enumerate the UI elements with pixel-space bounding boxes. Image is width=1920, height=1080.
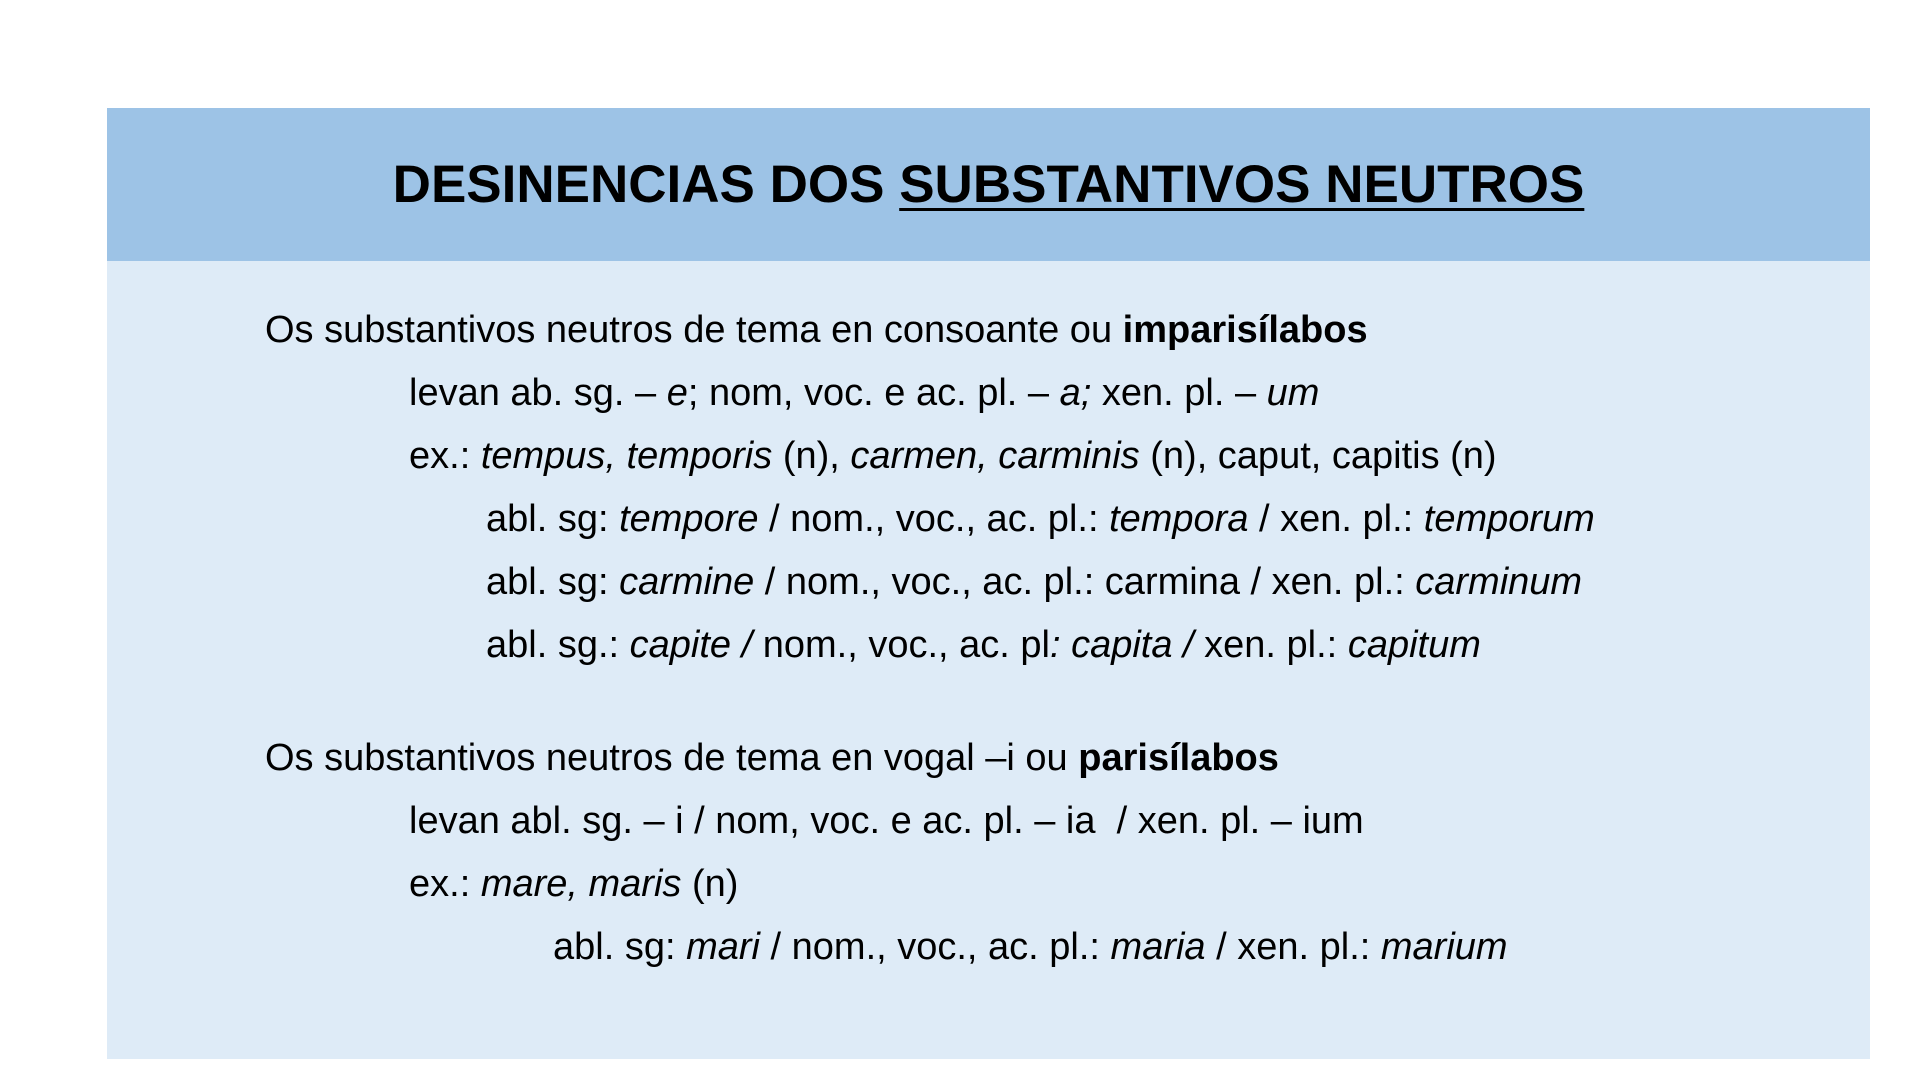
title-plain: DESINENCIAS DOS — [392, 155, 900, 214]
slide-panel — [107, 108, 1870, 1059]
italic-form: e — [666, 372, 688, 414]
text-segment: nom., voc., ac. pl — [752, 624, 1050, 666]
text-line — [409, 434, 1497, 478]
text-line — [409, 862, 738, 906]
text-line — [409, 799, 1364, 843]
italic-form: um — [1266, 372, 1320, 414]
text-segment: abl. sg: — [553, 926, 687, 968]
section-heading — [265, 308, 1368, 352]
italic-form: : capita / — [1049, 624, 1194, 666]
title-underlined: SUBSTANTIVOS NEUTROS — [899, 155, 1585, 214]
text-segment: levan abl. sg. – i / nom, voc. e ac. pl. – ia / xen. pl. – ium — [409, 800, 1364, 842]
italic-form: mari — [686, 926, 760, 968]
text-segment: abl. sg.: — [486, 624, 630, 666]
italic-form: capite / — [629, 624, 753, 666]
italic-form: tempore — [619, 498, 759, 540]
text-segment: xen. pl. – — [1091, 372, 1267, 414]
italic-form: temporum — [1423, 498, 1595, 540]
text-segment: / nom., voc., ac. pl.: — [758, 498, 1110, 540]
text-segment: ; nom, voc. e ac. pl. – — [687, 372, 1060, 414]
text-segment: ex.: — [409, 863, 481, 905]
italic-form: tempus, temporis — [480, 435, 773, 477]
italic-form: carmine — [619, 561, 755, 603]
text-segment: / nom., voc., ac. pl.: carmina / xen. pl.: — [754, 561, 1416, 603]
slide-header — [107, 108, 1870, 261]
text-segment: Os substantivos neutros de tema en vogal –i ou — [265, 737, 1079, 779]
italic-form: carminum — [1415, 561, 1583, 603]
text-segment: / xen. pl.: — [1248, 498, 1424, 540]
italic-form: a; — [1059, 372, 1092, 414]
text-segment: (n), — [772, 435, 851, 477]
text-line — [486, 560, 1582, 604]
slide-title — [393, 154, 1585, 215]
italic-form: carmen, carminis — [850, 435, 1140, 477]
italic-form: mare, maris — [480, 863, 682, 905]
bold-term: imparisílabos — [1122, 309, 1368, 351]
text-line — [409, 371, 1319, 415]
text-segment: (n) — [681, 863, 739, 905]
text-segment: abl. sg: — [486, 561, 620, 603]
text-line — [486, 497, 1595, 541]
italic-form: marium — [1380, 926, 1508, 968]
text-segment: ex.: — [409, 435, 481, 477]
section-heading — [265, 736, 1279, 780]
italic-form: tempora — [1109, 498, 1249, 540]
text-segment: xen. pl.: — [1193, 624, 1348, 666]
bold-term: parisílabos — [1078, 737, 1279, 779]
text-segment: (n), caput, capitis (n) — [1139, 435, 1497, 477]
text-segment: / xen. pl.: — [1205, 926, 1381, 968]
text-segment: / nom., voc., ac. pl.: — [759, 926, 1111, 968]
text-segment: abl. sg: — [486, 498, 620, 540]
text-line — [486, 623, 1481, 667]
italic-form: capitum — [1347, 624, 1481, 666]
italic-form: maria — [1110, 926, 1206, 968]
text-segment: levan ab. sg. – — [409, 372, 667, 414]
text-line — [553, 925, 1508, 969]
text-segment: Os substantivos neutros de tema en consoante ou — [265, 309, 1123, 351]
